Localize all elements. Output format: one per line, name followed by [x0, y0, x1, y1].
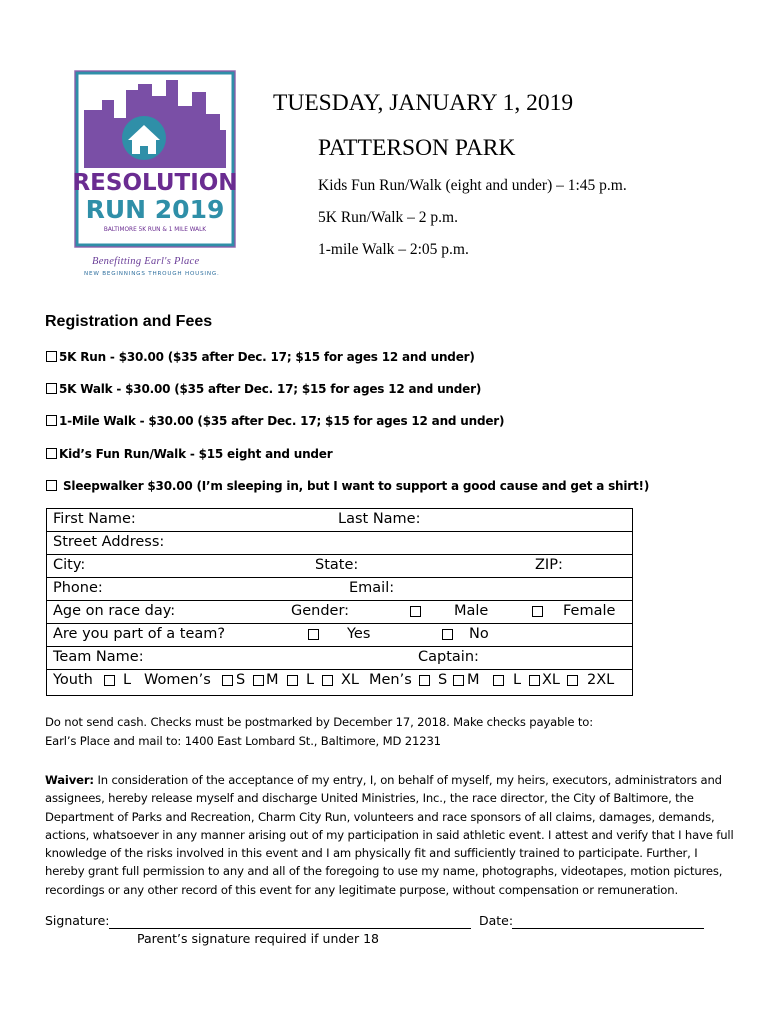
team-no-checkbox[interactable]: [442, 629, 453, 640]
schedule-5k: 5K Run/Walk – 2 p.m.: [318, 209, 458, 226]
waiver-line-2: assignees, hereby release myself and discharge United Ministries, Inc., the race director, the City of Baltimore, the: [45, 791, 694, 806]
team-name-label: Team Name:: [53, 649, 144, 665]
form-row-name[interactable]: [47, 509, 632, 532]
logo-subtitle: BALTIMORE 5K RUN & 1 MILE WALK: [103, 227, 207, 233]
payment-instructions-1: Do not send cash. Checks must be postmarked by December 17, 2018. Make checks payable to:: [45, 715, 593, 729]
registration-form: [46, 508, 633, 696]
parent-signature-note: Parent’s signature required if under 18: [137, 931, 380, 946]
fee-kids-run-checkbox[interactable]: [46, 448, 57, 459]
form-row-city[interactable]: [47, 555, 632, 578]
mens-s-checkbox[interactable]: [419, 675, 430, 686]
youth-l-label: L: [123, 672, 132, 688]
registration-heading: Registration and Fees: [45, 313, 213, 330]
date-label: Date:: [479, 913, 514, 928]
date-line[interactable]: [512, 928, 704, 929]
waiver-line-3: Department of Parks and Recreation, Charm City Run, volunteers and race sponsors of all claims, damages, demands,: [45, 809, 715, 824]
fee-kids-run: [46, 447, 332, 461]
mens-xl-label: XL: [542, 672, 561, 688]
team-yes-label: Yes: [347, 626, 371, 642]
email-label: Email:: [349, 580, 395, 596]
age-label: Age on race day:: [53, 603, 176, 619]
last-name-label: Last Name:: [338, 511, 421, 527]
phone-label: Phone:: [53, 580, 103, 596]
form-row-team-question[interactable]: [47, 624, 632, 647]
form-row-team-name[interactable]: [47, 647, 632, 670]
womens-s-label: S: [236, 672, 246, 688]
form-row-shirt[interactable]: [47, 670, 632, 693]
resolution-run-logo: [74, 70, 236, 248]
womens-xl-label: XL: [341, 672, 360, 688]
logo-subtagline: NEW BEGINNINGS THROUGH HOUSING.: [84, 271, 220, 277]
female-checkbox[interactable]: [532, 606, 543, 617]
team-no-label: No: [469, 626, 489, 642]
fee-5k-run: [46, 350, 475, 364]
youth-label: Youth: [53, 672, 93, 688]
fee-5k-walk-checkbox[interactable]: [46, 383, 57, 394]
waiver-line-5: knowledge of the risks involved in this event and I am physically fit and sufficiently trained to participate. Further, I: [45, 846, 698, 861]
mens-s-label: S: [438, 672, 448, 688]
fee-5k-walk-label: 5K Walk - $30.00 ($35 after Dec. 17; $15 for ages 12 and under): [59, 382, 482, 396]
team-yes-checkbox[interactable]: [308, 629, 319, 640]
captain-label: Captain:: [418, 649, 479, 665]
mens-label: Men’s: [369, 672, 412, 688]
male-checkbox[interactable]: [410, 606, 421, 617]
gender-label: Gender:: [291, 603, 350, 619]
waiver-line-1: In consideration of the acceptance of my entry, I, on behalf of myself, my heirs, executors, administrators and: [93, 773, 722, 787]
waiver-label: Waiver:: [45, 773, 94, 787]
female-label: Female: [563, 603, 616, 619]
waiver-line-6: hereby grant full permission to any and all of the foregoing to use my name, photographs, videotapes, motion pictures,: [45, 864, 723, 879]
youth-l-checkbox[interactable]: [104, 675, 115, 686]
womens-label: Women’s: [144, 672, 211, 688]
event-venue: PATTERSON PARK: [318, 135, 516, 161]
logo-year: RUN 2019: [85, 195, 225, 224]
womens-m-checkbox[interactable]: [253, 675, 264, 686]
form-row-age[interactable]: [47, 601, 632, 624]
fee-kids-run-label: Kid’s Fun Run/Walk - $15 eight and under: [59, 447, 333, 461]
fee-1mile-walk-checkbox[interactable]: [46, 415, 57, 426]
womens-l-label: L: [306, 672, 315, 688]
form-row-phone[interactable]: [47, 578, 632, 601]
mens-2xl-label: 2XL: [587, 672, 615, 688]
street-address-label: Street Address:: [53, 534, 165, 550]
state-label: State:: [315, 557, 359, 573]
womens-s-checkbox[interactable]: [222, 675, 233, 686]
mens-m-checkbox[interactable]: [453, 675, 464, 686]
fee-5k-run-label: 5K Run - $30.00 ($35 after Dec. 17; $15 for ages 12 and under): [59, 350, 475, 364]
mens-xl-checkbox[interactable]: [529, 675, 540, 686]
mens-l-checkbox[interactable]: [493, 675, 504, 686]
logo-title: RESOLUTION: [74, 170, 236, 196]
fee-sleepwalker-checkbox[interactable]: [46, 480, 57, 491]
fee-5k-walk: [46, 382, 481, 396]
waiver-line-4: actions, whatsoever in any manner arising out of my participation in said athletic event. I attest and verify that I have full: [45, 827, 734, 842]
waiver-text: [45, 771, 735, 899]
city-label: City:: [53, 557, 86, 573]
fee-1mile-walk: [46, 414, 504, 428]
event-date: TUESDAY, JANUARY 1, 2019: [273, 90, 574, 116]
logo-graphic: [74, 70, 236, 248]
mens-2xl-checkbox[interactable]: [567, 675, 578, 686]
fee-5k-run-checkbox[interactable]: [46, 351, 57, 362]
mens-m-label: M: [467, 672, 480, 688]
team-question-label: Are you part of a team?: [53, 626, 226, 642]
schedule-1mile: 1-mile Walk – 2:05 p.m.: [318, 241, 469, 258]
first-name-label: First Name:: [53, 511, 136, 527]
mens-l-label: L: [513, 672, 522, 688]
male-label: Male: [454, 603, 489, 619]
fee-sleepwalker-label: Sleepwalker $30.00 (I’m sleeping in, but I want to support a good cause and get a shirt!): [59, 479, 650, 493]
payment-instructions-2: Earl’s Place and mail to: 1400 East Lombard St., Baltimore, MD 21231: [45, 734, 441, 748]
womens-l-checkbox[interactable]: [287, 675, 298, 686]
fee-sleepwalker: [46, 479, 649, 493]
form-row-street[interactable]: [47, 532, 632, 555]
fee-1mile-walk-label: 1-Mile Walk - $30.00 ($35 after Dec. 17; $15 for ages 12 and under): [59, 414, 505, 428]
logo-tagline: Benefitting Earl's Place: [92, 256, 200, 267]
signature-line[interactable]: [109, 928, 471, 929]
womens-xl-checkbox[interactable]: [322, 675, 333, 686]
signature-label: Signature:: [45, 913, 110, 928]
zip-label: ZIP:: [535, 557, 563, 573]
waiver-line-7: recordings or any other record of this event for any legitimate purpose, without compensation or remuneration.: [45, 882, 678, 897]
womens-m-label: M: [266, 672, 279, 688]
schedule-kids: Kids Fun Run/Walk (eight and under) – 1:45 p.m.: [318, 177, 627, 194]
